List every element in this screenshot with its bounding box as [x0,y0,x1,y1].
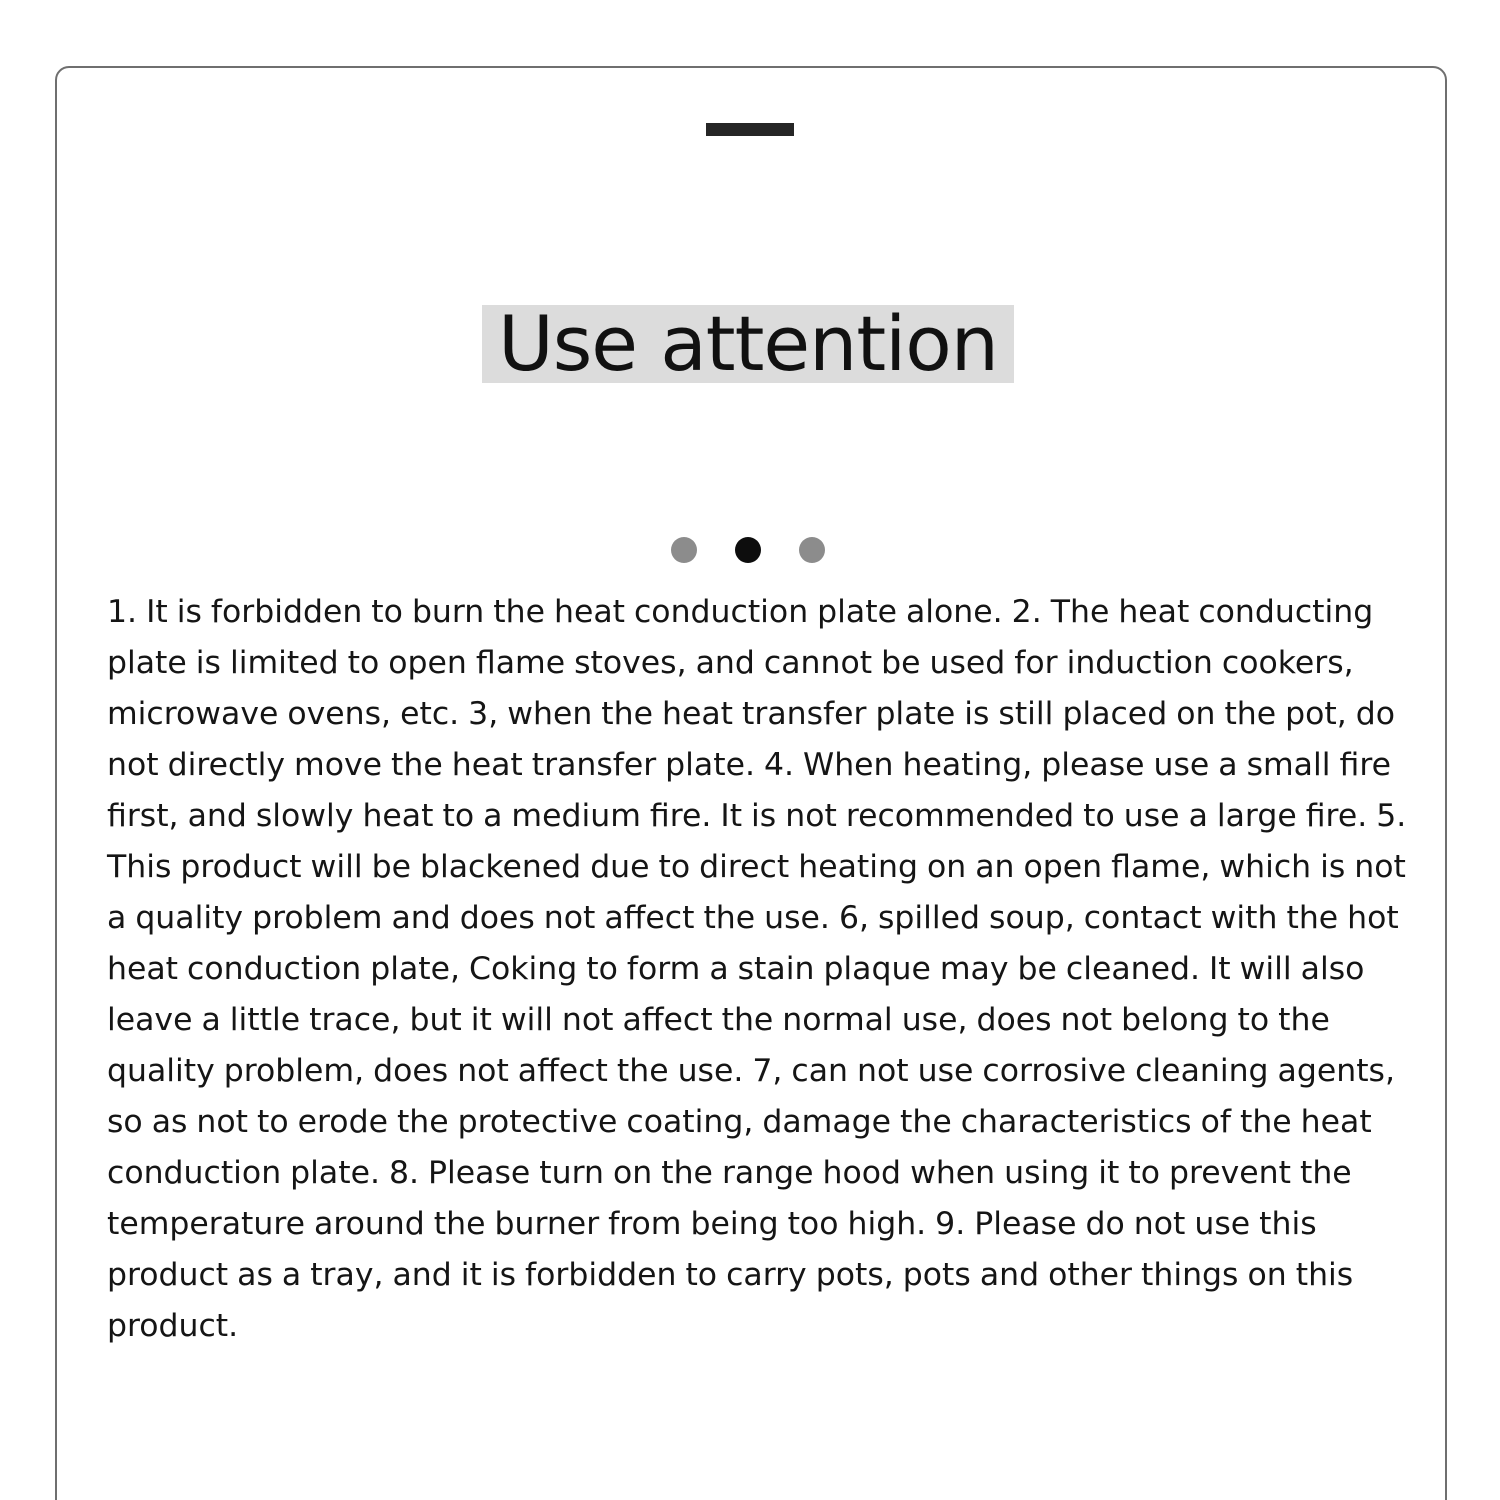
drag-handle[interactable] [706,123,794,136]
pagination-dot-1[interactable] [671,537,697,563]
title-highlight [482,299,1014,388]
pagination-dot-2-active[interactable] [735,537,761,563]
pagination-dot-3[interactable] [799,537,825,563]
pagination-dots [670,537,830,565]
page-title: Use attention [498,299,998,388]
attention-instructions-text: 1. It is forbidden to burn the heat conduction plate alone. 2. The heat conducting plate is limited to open flame stoves, and cannot be used for induction cookers, microwave ovens, etc. 3, when the heat transfer plate is still placed on the pot, do not directly move the heat transfer plate. 4. When heating, please use a small fire first, and slowly heat to a medium fire. It is not recommended to use a large fire. 5. This product will be blackened due to direct heating on an open flame, which is not a quality problem and does not affect the use. 6, spilled soup, contact with the hot heat conduction plate, Coking to form a stain plaque may be cleaned. It will also leave a little trace, but it will not affect the normal use, does not belong to the quality problem, does not affect the use. 7, can not use corrosive cleaning agents, so as not to erode the protective coating, damage the characteristics of the heat conduction plate. 8. Please turn on the range hood when using it to prevent the temperature around the burner from being too high. 9. Please do not use this product as a tray, and it is forbidden to carry pots, pots and other things on this product. [107,594,1407,1344]
